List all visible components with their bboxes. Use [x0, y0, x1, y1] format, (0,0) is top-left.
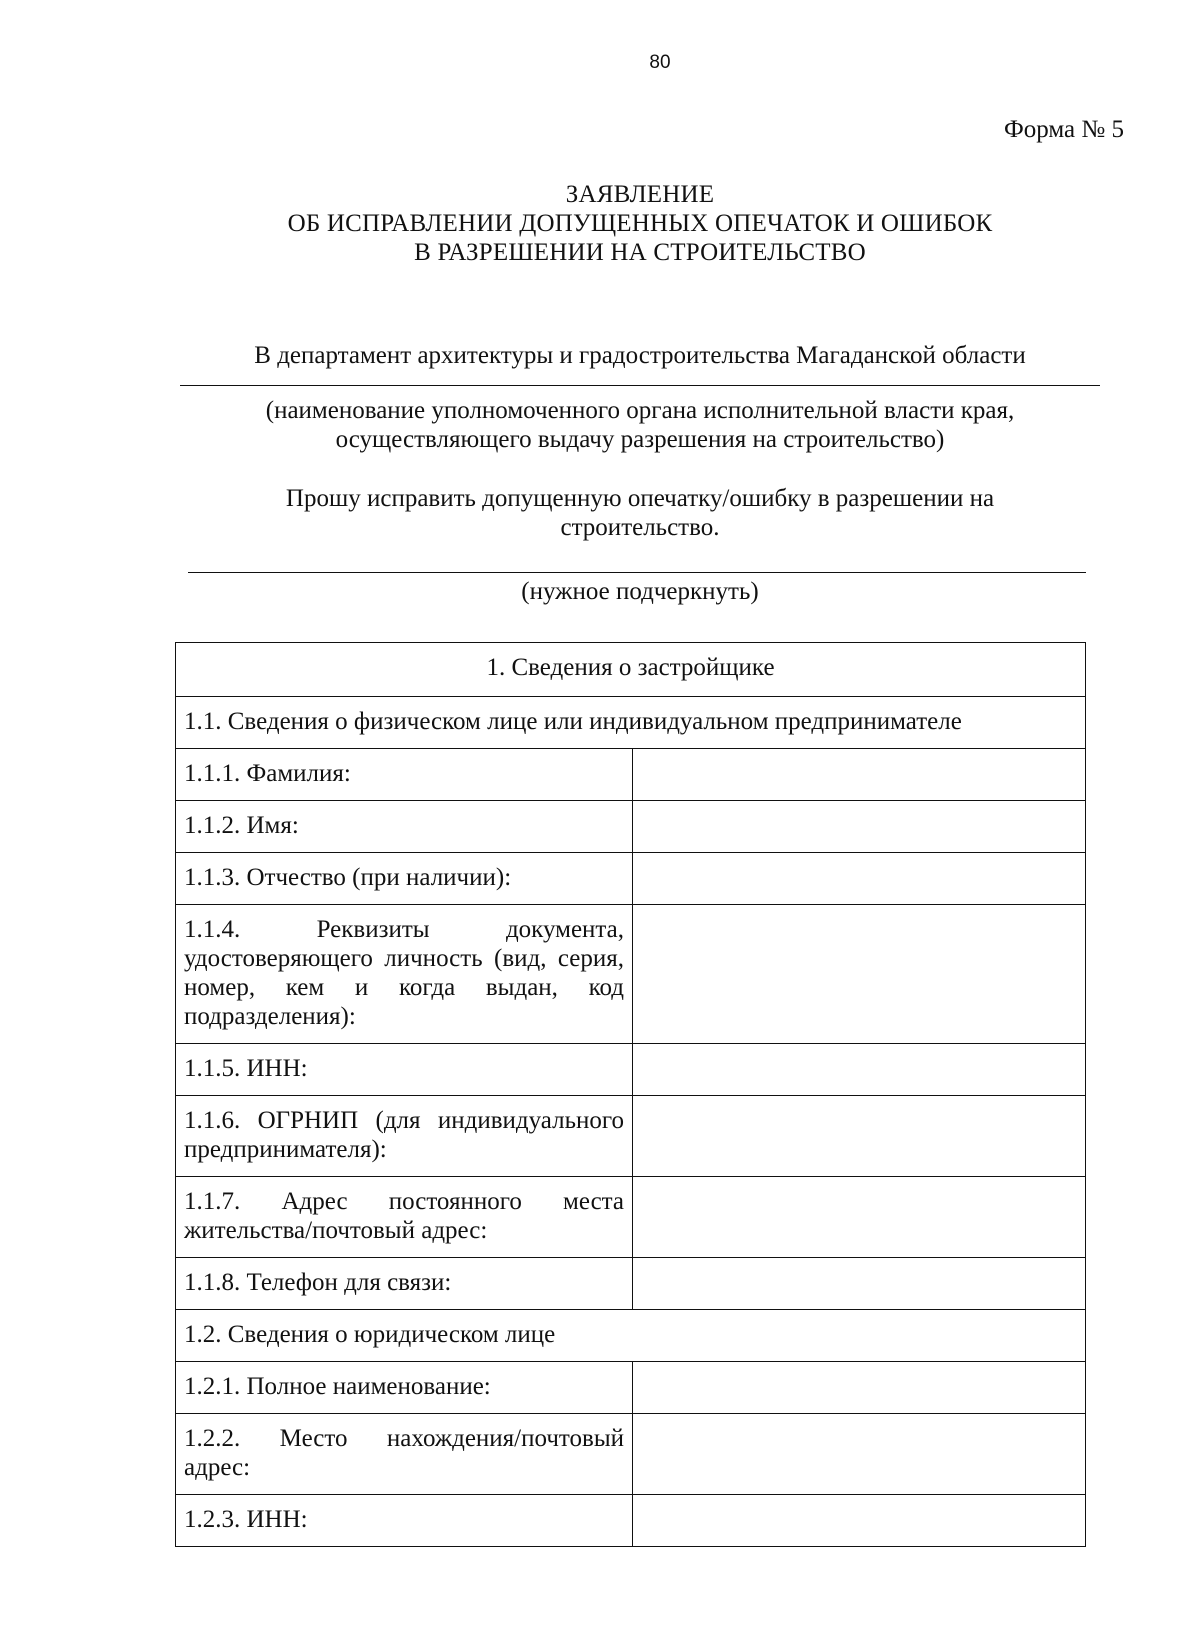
section-1-title: 1. Сведения о застройщике [176, 643, 1086, 697]
subsection-1-1-title: 1.1. Сведения о физическом лице или индивидуальном предпринимателе [176, 697, 1086, 749]
row-label-full-name: 1.2.1. Полное наименование: [176, 1362, 633, 1414]
form-number: Форма № 5 [1004, 116, 1124, 143]
row-label-ogrnip: 1.1.6. ОГРНИП (для индивидуального предпринимателя): [176, 1096, 633, 1177]
legal-inn-field[interactable] [633, 1495, 1086, 1547]
title-line-2: ОБ ИСПРАВЛЕНИИ ДОПУЩЕННЫХ ОПЕЧАТОК И ОШИБОК [287, 210, 993, 237]
addressee-underline [180, 385, 1100, 386]
row-label-legal-inn: 1.2.3. ИНН: [176, 1495, 633, 1547]
patronymic-field[interactable] [633, 853, 1086, 905]
row-label-phone: 1.1.8. Телефон для связи: [176, 1258, 633, 1310]
table-row [176, 801, 1086, 853]
authority-caption-line-2: осуществляющего выдачу разрешения на строительство) [335, 426, 945, 453]
developer-info-table [175, 642, 1086, 1547]
table-row [176, 1258, 1086, 1310]
page-number: 80 [649, 52, 671, 73]
row-label-patronymic: 1.1.3. Отчество (при наличии): [176, 853, 633, 905]
underline-caption: (нужное подчеркнуть) [521, 578, 759, 605]
request-underline [188, 572, 1086, 573]
identity-document-field[interactable] [633, 905, 1086, 1044]
addressee-text: В департамент архитектуры и градостроительства Магаданской области [254, 342, 1026, 369]
surname-field[interactable] [633, 749, 1086, 801]
row-label-inn: 1.1.5. ИНН: [176, 1044, 633, 1096]
residence-address-field[interactable] [633, 1177, 1086, 1258]
table-row [176, 1414, 1086, 1495]
ogrnip-field[interactable] [633, 1096, 1086, 1177]
subsection-1-2-title: 1.2. Сведения о юридическом лице [176, 1310, 1086, 1362]
table-row [176, 1495, 1086, 1547]
phone-field[interactable] [633, 1258, 1086, 1310]
table-row [176, 1362, 1086, 1414]
row-label-legal-address: 1.2.2. Место нахождения/почтовый адрес: [176, 1414, 633, 1495]
row-label-surname: 1.1.1. Фамилия: [176, 749, 633, 801]
table-row [176, 1044, 1086, 1096]
table-row [176, 1096, 1086, 1177]
authority-caption-line-1: (наименование уполномоченного органа исполнительной власти края, [265, 397, 1015, 424]
title-line-3: В РАЗРЕШЕНИИ НА СТРОИТЕЛЬСТВО [414, 239, 866, 266]
legal-address-field[interactable] [633, 1414, 1086, 1495]
row-label-identity-document: 1.1.4. Реквизиты документа, удостоверяющего личность (вид, серия, номер, кем и когда выдан, код подразделения): [176, 905, 633, 1044]
row-label-residence-address: 1.1.7. Адрес постоянного места жительства/почтовый адрес: [176, 1177, 633, 1258]
first-name-field[interactable] [633, 801, 1086, 853]
inn-field[interactable] [633, 1044, 1086, 1096]
row-label-first-name: 1.1.2. Имя: [176, 801, 633, 853]
document-title [180, 180, 1100, 267]
legal-full-name-field[interactable] [633, 1362, 1086, 1414]
request-line-2: строительство. [560, 514, 720, 541]
table-row [176, 905, 1086, 1044]
table-row [176, 1177, 1086, 1258]
request-text [180, 484, 1100, 542]
table-row [176, 749, 1086, 801]
request-line-1: Прошу исправить допущенную опечатку/ошибку в разрешении на [285, 485, 995, 512]
authority-caption [180, 396, 1100, 454]
table-row [176, 853, 1086, 905]
title-line-1: ЗАЯВЛЕНИЕ [565, 181, 715, 208]
